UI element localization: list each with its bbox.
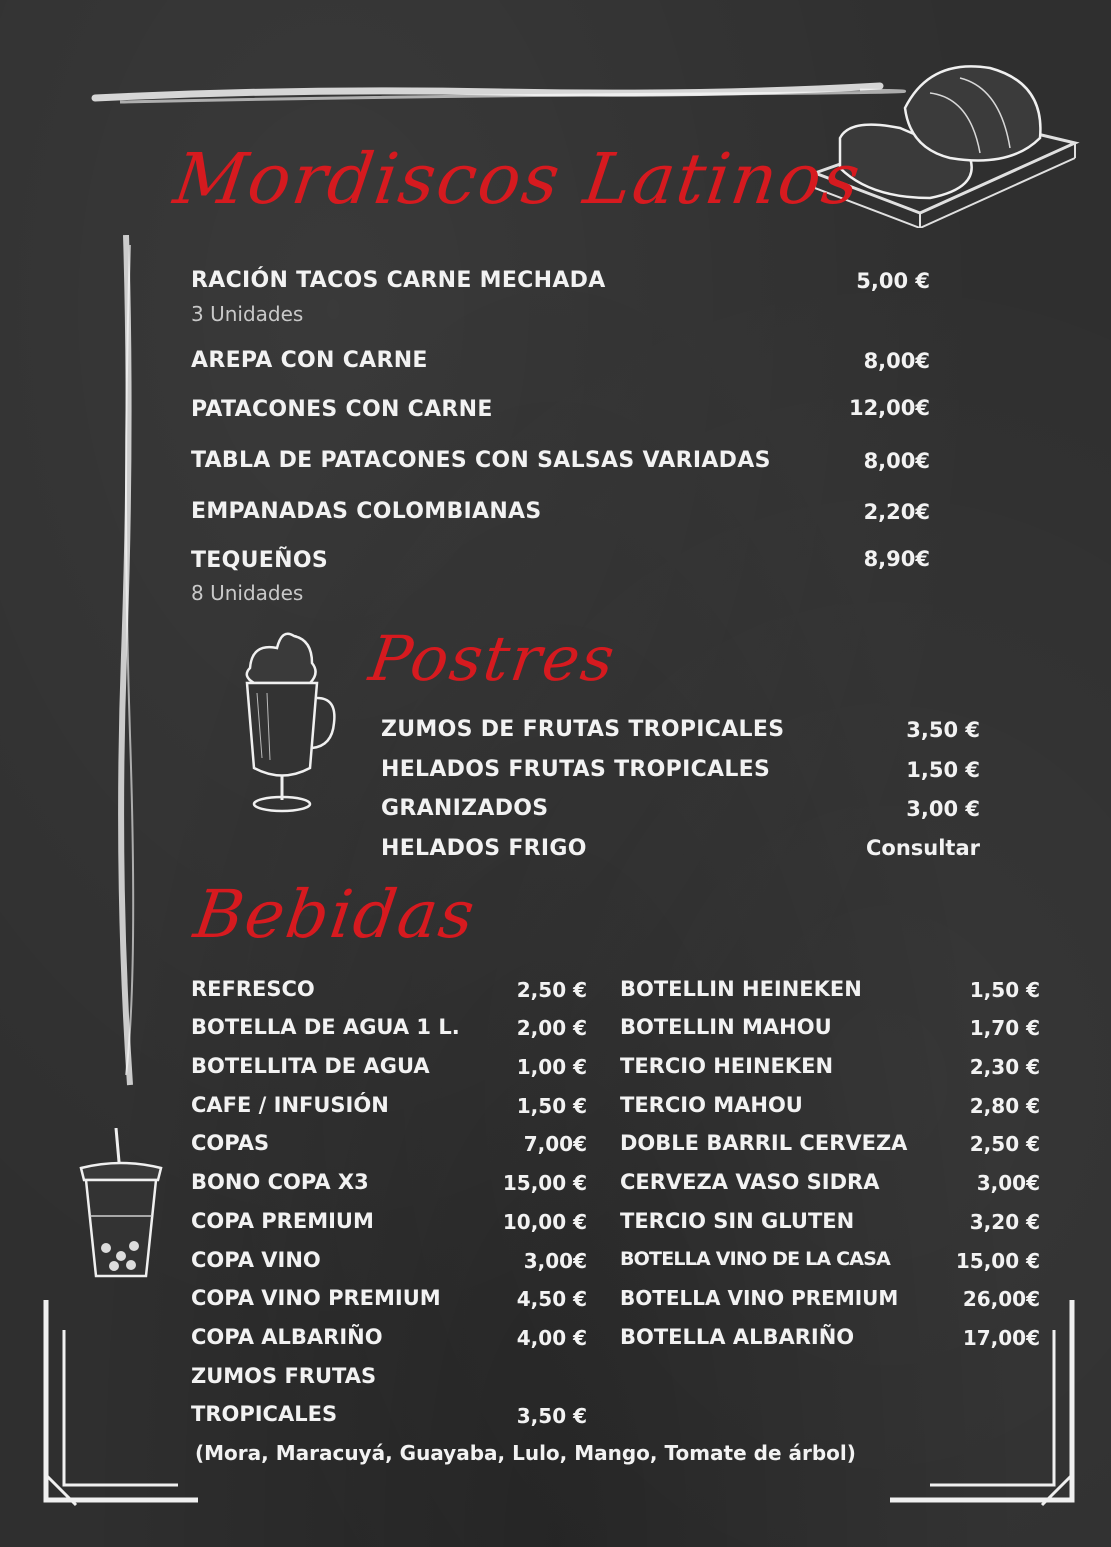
drink-item-name: COPA VINO PREMIUM (191, 1286, 441, 1310)
menu-item-name: EMPANADAS COLOMBIANAS (191, 499, 542, 524)
drink-item-name: DOBLE BARRIL CERVEZA (620, 1131, 908, 1155)
menu-item-price: 12,00€ (848, 396, 930, 420)
drink-item-price: 15,00 € (502, 1171, 587, 1195)
drink-item-price: 3,20 € (969, 1210, 1040, 1234)
drink-item-name: BOTELLIN HEINEKEN (620, 977, 862, 1001)
drink-item-price: 7,00€ (523, 1132, 587, 1156)
drink-item-price: 2,00 € (516, 1016, 587, 1040)
drink-item-price: 2,50 € (969, 1132, 1040, 1156)
drink-item-name: CERVEZA VASO SIDRA (620, 1170, 880, 1194)
menu-item-name: PATACONES CON CARNE (191, 397, 493, 422)
drink-item-price: 1,00 € (516, 1055, 587, 1079)
drink-item-name: BONO COPA X3 (191, 1170, 369, 1194)
section-title-mordiscos: Mordiscos Latinos (169, 138, 867, 220)
menu-item-note: 8 Unidades (191, 581, 304, 605)
drink-item-name: COPA PREMIUM (191, 1209, 374, 1233)
menu-item-name: TEQUEÑOS (191, 548, 328, 573)
drink-item-name: COPA ALBARIÑO (191, 1325, 383, 1349)
menu-item-name: HELADOS FRIGO (381, 836, 587, 861)
drink-item-name: BOTELLA VINO PREMIUM (620, 1286, 899, 1310)
iced-drink-icon (76, 1128, 166, 1288)
drink-item-price: 15,00 € (955, 1249, 1040, 1273)
drink-item-price: 10,00 € (502, 1210, 587, 1234)
section-title-postres: Postres (364, 622, 621, 695)
drink-item-price: 4,50 € (516, 1287, 587, 1311)
drink-item-price: 3,00€ (523, 1249, 587, 1273)
drink-item-name: TERCIO MAHOU (620, 1093, 803, 1117)
menu-item-name: ZUMOS DE FRUTAS TROPICALES (381, 717, 785, 742)
menu-item-name: GRANIZADOS (381, 796, 549, 821)
menu-item-price: 3,00 € (906, 797, 980, 821)
drink-item-name: COPA VINO (191, 1248, 321, 1272)
drink-item-price: 26,00€ (962, 1287, 1040, 1311)
flavors-note: (Mora, Maracuyá, Guayaba, Lulo, Mango, Tomate de árbol) (195, 1441, 856, 1465)
zumos-price: 3,50 € (516, 1404, 587, 1428)
menu-item-name: HELADOS FRUTAS TROPICALES (381, 757, 771, 782)
left-chalk-stroke (108, 235, 148, 1095)
drink-item-name: TERCIO HEINEKEN (620, 1054, 834, 1078)
menu-item-name: RACIÓN TACOS CARNE MECHADA (191, 268, 606, 293)
drink-item-price: 1,70 € (969, 1016, 1040, 1040)
menu-item-name: TABLA DE PATACONES CON SALSAS VARIADAS (191, 448, 771, 473)
drink-item-name: REFRESCO (191, 977, 315, 1001)
drink-item-price: 4,00 € (516, 1326, 587, 1350)
menu-item-price: 5,00 € (856, 269, 930, 293)
drink-item-name: BOTELLA ALBARIÑO (620, 1325, 855, 1349)
drink-item-price: 2,50 € (516, 978, 587, 1002)
drink-item-price: 2,30 € (969, 1055, 1040, 1079)
menu-item-price: 1,50 € (906, 758, 980, 782)
drink-item-name: BOTELLITA DE AGUA (191, 1054, 430, 1078)
section-title-bebidas: Bebidas (189, 876, 481, 953)
drink-item-name: CAFE / INFUSIÓN (191, 1093, 389, 1117)
menu-item-note: 3 Unidades (191, 302, 304, 326)
menu-item-name: AREPA CON CARNE (191, 348, 428, 373)
drink-item-name: TERCIO SIN GLUTEN (620, 1209, 855, 1233)
menu-item-price: 8,90€ (863, 547, 930, 571)
drink-item-price: 1,50 € (969, 978, 1040, 1002)
zumos-line-1: ZUMOS FRUTAS (191, 1364, 377, 1388)
drink-item-name: BOTELLA DE AGUA 1 L. (191, 1015, 460, 1039)
drink-item-price: 2,80 € (969, 1094, 1040, 1118)
menu-item-price: 8,00€ (863, 349, 930, 373)
menu-item-price: 2,20€ (863, 500, 930, 524)
drink-item-price: 1,50 € (516, 1094, 587, 1118)
menu-item-price: 3,50 € (906, 718, 980, 742)
drink-item-name: BOTELLIN MAHOU (620, 1015, 832, 1039)
dessert-glass-icon (232, 628, 342, 818)
drink-item-name: COPAS (191, 1131, 270, 1155)
drink-item-price: 3,00€ (976, 1171, 1040, 1195)
menu-item-price: Consultar (865, 836, 980, 860)
zumos-line-2: TROPICALES (191, 1402, 338, 1426)
drink-item-name: BOTELLA VINO DE LA CASA (620, 1248, 890, 1270)
menu-item-price: 8,00€ (863, 449, 930, 473)
drink-item-price: 17,00€ (962, 1326, 1040, 1350)
